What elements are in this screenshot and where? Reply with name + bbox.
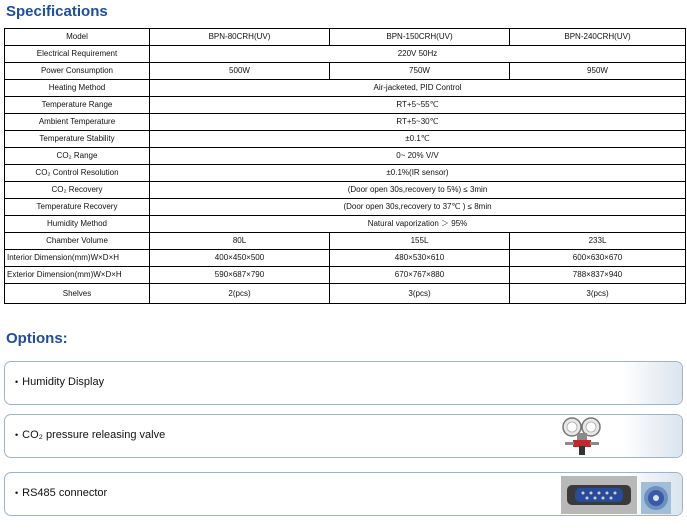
spec-value: 233L — [510, 233, 686, 250]
table-row — [5, 29, 686, 46]
spec-value: BPN-150CRH(UV) — [330, 29, 510, 46]
spec-value: 2(pcs) — [150, 284, 330, 304]
spec-value: ±0.1%(IR sensor) — [150, 165, 686, 182]
specifications-table — [4, 28, 686, 304]
table-row — [5, 131, 686, 148]
table-row — [5, 63, 686, 80]
spec-value: 220V 50Hz — [150, 46, 686, 63]
spec-label: Temperature Recovery — [5, 199, 150, 216]
spec-value: (Door open 30s,recovery to 37℃ ) ≤ 8min — [150, 199, 686, 216]
spec-value: 750W — [330, 63, 510, 80]
option-humidity-display — [4, 361, 683, 405]
spec-value: Natural vaporization ＞ 95% — [150, 216, 686, 233]
spec-value: Air-jacketed, PID Control — [150, 80, 686, 97]
spec-label: Ambient Temperature — [5, 114, 150, 131]
spec-label: Humidity Method — [5, 216, 150, 233]
spec-value: 670×767×880 — [330, 267, 510, 284]
spec-value: 950W — [510, 63, 686, 80]
table-row — [5, 148, 686, 165]
spec-label: CO₂ Control Resolution — [5, 165, 150, 182]
table-row — [5, 165, 686, 182]
option-rs485-connector — [4, 472, 683, 516]
spec-value: 600×630×670 — [510, 250, 686, 267]
spec-label: Model — [5, 29, 150, 46]
table-row — [5, 114, 686, 131]
bullet-icon: • — [15, 430, 19, 440]
spec-value: 3(pcs) — [510, 284, 686, 304]
option-label: Humidity Display — [22, 376, 105, 388]
spec-value: 3(pcs) — [330, 284, 510, 304]
spec-value: 400×450×500 — [150, 250, 330, 267]
bullet-icon: • — [15, 488, 19, 498]
table-row — [5, 233, 686, 250]
spec-value: 155L — [330, 233, 510, 250]
option-label: CO₂ pressure releasing valve — [22, 429, 166, 441]
spec-value: BPN-80CRH(UV) — [150, 29, 330, 46]
options-title: Options: — [6, 330, 68, 347]
option-label: RS485 connector — [22, 487, 108, 499]
table-row — [5, 80, 686, 97]
table-row — [5, 182, 686, 199]
spec-value: 590×687×790 — [150, 267, 330, 284]
table-row — [5, 216, 686, 233]
option-co2-valve — [4, 414, 683, 458]
spec-value: 0~ 20% V/V — [150, 148, 686, 165]
spec-value: (Door open 30s,recovery to 5%) ≤ 3min — [150, 182, 686, 199]
table-row — [5, 46, 686, 63]
spec-value: RT+5~30℃ — [150, 114, 686, 131]
spec-value: RT+5~55℃ — [150, 97, 686, 114]
spec-value: 480×530×610 — [330, 250, 510, 267]
spec-value: 500W — [150, 63, 330, 80]
spec-label: Temperature Stability — [5, 131, 150, 148]
spec-label: Shelves — [5, 284, 150, 304]
spec-label: CO₂ Recovery — [5, 182, 150, 199]
spec-label: Heating Method — [5, 80, 150, 97]
spec-label: Electrical Requirement — [5, 46, 150, 63]
table-row — [5, 267, 686, 284]
spec-value: BPN-240CRH(UV) — [510, 29, 686, 46]
spec-label: Power Consumption — [5, 63, 150, 80]
spec-label: Chamber Volume — [5, 233, 150, 250]
bullet-icon: • — [15, 377, 19, 387]
spec-label: CO₂ Range — [5, 148, 150, 165]
table-row — [5, 199, 686, 216]
spec-value: 788×837×940 — [510, 267, 686, 284]
table-row — [5, 250, 686, 267]
table-row — [5, 284, 686, 304]
specifications-title: Specifications — [6, 3, 108, 20]
spec-label: Exterior Dimension(mm)W×D×H — [5, 267, 150, 284]
table-row — [5, 97, 686, 114]
spec-value: 80L — [150, 233, 330, 250]
spec-value: ±0.1℃ — [150, 131, 686, 148]
pressure-valve-image — [559, 413, 605, 457]
rs485-connector-image — [561, 476, 637, 514]
spec-label: Temperature Range — [5, 97, 150, 114]
spec-label: Interior Dimension(mm)W×D×H — [5, 250, 150, 267]
cd-disc-image — [641, 482, 671, 514]
